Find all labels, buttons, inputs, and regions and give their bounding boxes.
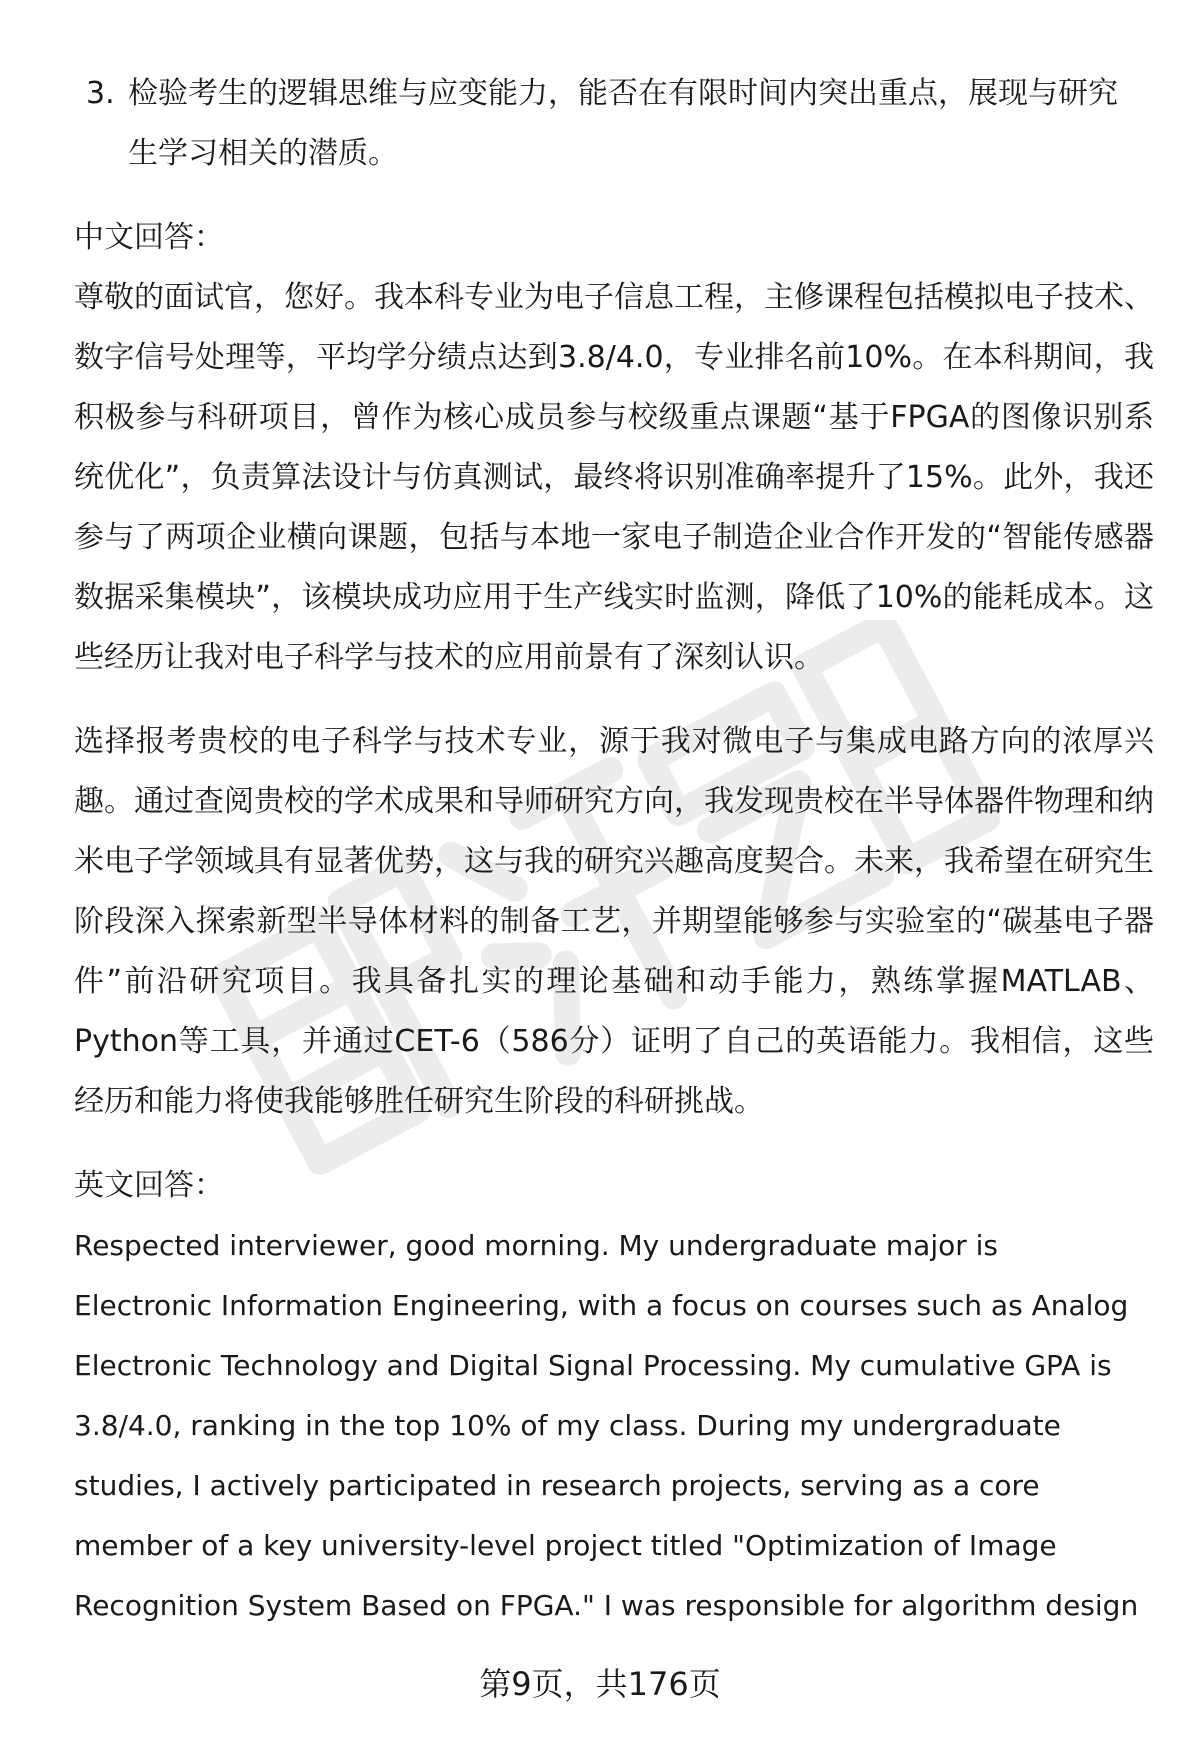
page-number-footer: 第9页，共176页 bbox=[479, 1665, 721, 1703]
list-number: 3. bbox=[86, 76, 115, 111]
english-answer-line: member of a key university-level project titled "Optimization of Image bbox=[74, 1529, 1057, 1562]
chinese-answer-heading: 中文回答： bbox=[74, 220, 224, 255]
criteria-list-item bbox=[86, 64, 1154, 184]
english-answer-paragraph bbox=[74, 1216, 1154, 1636]
english-answer-line: studies, I actively participated in research projects, serving as a core bbox=[74, 1469, 1040, 1502]
english-answer-line: 3.8/4.0, ranking in the top 10% of my class. During my undergraduate bbox=[74, 1409, 1061, 1442]
english-answer-heading: 英文回答： bbox=[74, 1168, 224, 1203]
document-content bbox=[74, 64, 1154, 1636]
list-item-text: 检验考生的逻辑思维与应变能力，能否在有限时间内突出重点，展现与研究生学习相关的潜质。 bbox=[128, 76, 1118, 171]
chinese-answer-paragraph-1: 尊敬的面试官，您好。我本科专业为电子信息工程，主修课程包括模拟电子技术、数字信号处理等，平均学分绩点达到3.8/4.0，专业排名前10%。在本科期间，我积极参与科研项目，曾作为核心成员参与校级重点课题“基于FPGA的图像识别系统优化”，负责算法设计与仿真测试，最终将识别准确率提升了15%。此外，我还参与了两项企业横向课题，包括与本地一家电子制造企业合作开发的“智能传感器数据采集模块”，该模块成功应用于生产线实时监测，降低了10%的能耗成本。这些经历让我对电子科学与技术的应用前景有了深刻认识。 bbox=[74, 280, 1154, 675]
english-answer-line: Recognition System Based on FPGA." I was responsible for algorithm design bbox=[74, 1589, 1139, 1622]
english-answer-line: Respected interviewer, good morning. My undergraduate major is bbox=[74, 1229, 999, 1262]
chinese-answer-paragraph-2: 选择报考贵校的电子科学与技术专业，源于我对微电子与集成电路方向的浓厚兴趣。通过查阅贵校的学术成果和导师研究方向，我发现贵校在半导体器件物理和纳米电子学领域具有显著优势，这与我的研究兴趣高度契合。未来，我希望在研究生阶段深入探索新型半导体材料的制备工艺，并期望能够参与实验室的“碳基电子器件”前沿研究项目。我具备扎实的理论基础和动手能力，熟练掌握MATLAB、Python等工具，并通过CET-6（586分）证明了自己的英语能力。我相信，这些经历和能力将使我能够胜任研究生阶段的科研挑战。 bbox=[74, 724, 1154, 1119]
english-answer-line: Electronic Information Engineering, with a focus on courses such as Analog bbox=[74, 1289, 1129, 1322]
english-answer-line: Electronic Technology and Digital Signal Processing. My cumulative GPA is bbox=[74, 1349, 1112, 1382]
